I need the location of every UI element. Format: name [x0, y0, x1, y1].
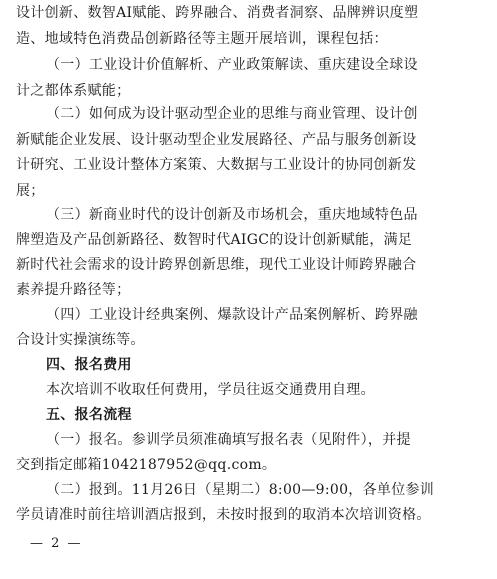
intro-paragraph-line-2: 造、地域特色消费品创新路径等主题开展培训，课程包括：: [16, 31, 388, 47]
course-item-3-line-3: 新时代社会需求的设计跨界创新思维，现代工业设计师跨界融合: [16, 257, 417, 273]
course-item-3-line-1: （三）新商业时代的设计创新及市场机会，重庆地域特色品: [46, 207, 418, 223]
report-step-line-2: 学员请准时前往培训酒店报到，未按时报到的取消本次培训资格。: [16, 507, 431, 523]
page-number: — 2 —: [30, 536, 83, 551]
section-heading-fee: 四、报名费用: [46, 357, 132, 373]
course-item-1-line-2: 计之都体系赋能；: [16, 83, 131, 99]
course-item-3-line-2: 牌塑造及产品创新路径、数智时代AIGC的设计创新赋能，满足: [16, 232, 413, 248]
report-step-line-1: （二）报到。11月26日（星期二）8:00—9:00，各单位参训: [46, 482, 435, 498]
fee-paragraph: 本次培训不收取任何费用，学员往返交通费用自理。: [46, 382, 375, 398]
course-item-4-line-1: （四）工业设计经典案例、爆款设计产品案例解析、跨界融: [46, 307, 418, 323]
section-heading-process: 五、报名流程: [46, 407, 132, 423]
course-item-2-line-4: 展；: [16, 183, 45, 199]
course-item-1-line-1: （一）工业设计价值解析、产业政策解读、重庆建设全球设: [46, 57, 418, 73]
course-item-4-line-2: 合设计实操演练等。: [16, 332, 145, 348]
signup-step-line-2: 交到指定邮箱1042187952@qq.com。: [16, 457, 277, 473]
course-item-2-line-3: 计研究、工业设计整体方案策、大数据与工业设计的协同创新发: [16, 157, 417, 173]
course-item-3-line-4: 素养提升路径等；: [16, 282, 131, 298]
intro-paragraph-line-1: 设计创新、数智AI赋能、跨界融合、消费者洞察、品牌辨识度塑: [16, 5, 419, 21]
signup-step-line-1: （一）报名。参训学员须准确填写报名表（见附件），并提: [46, 432, 411, 448]
course-item-2-line-2: 新赋能企业发展、设计驱动型企业发展路径、产品与服务创新设: [16, 132, 417, 148]
course-item-2-line-1: （二）如何成为设计驱动型企业的思维与商业管理、设计创: [46, 106, 418, 122]
